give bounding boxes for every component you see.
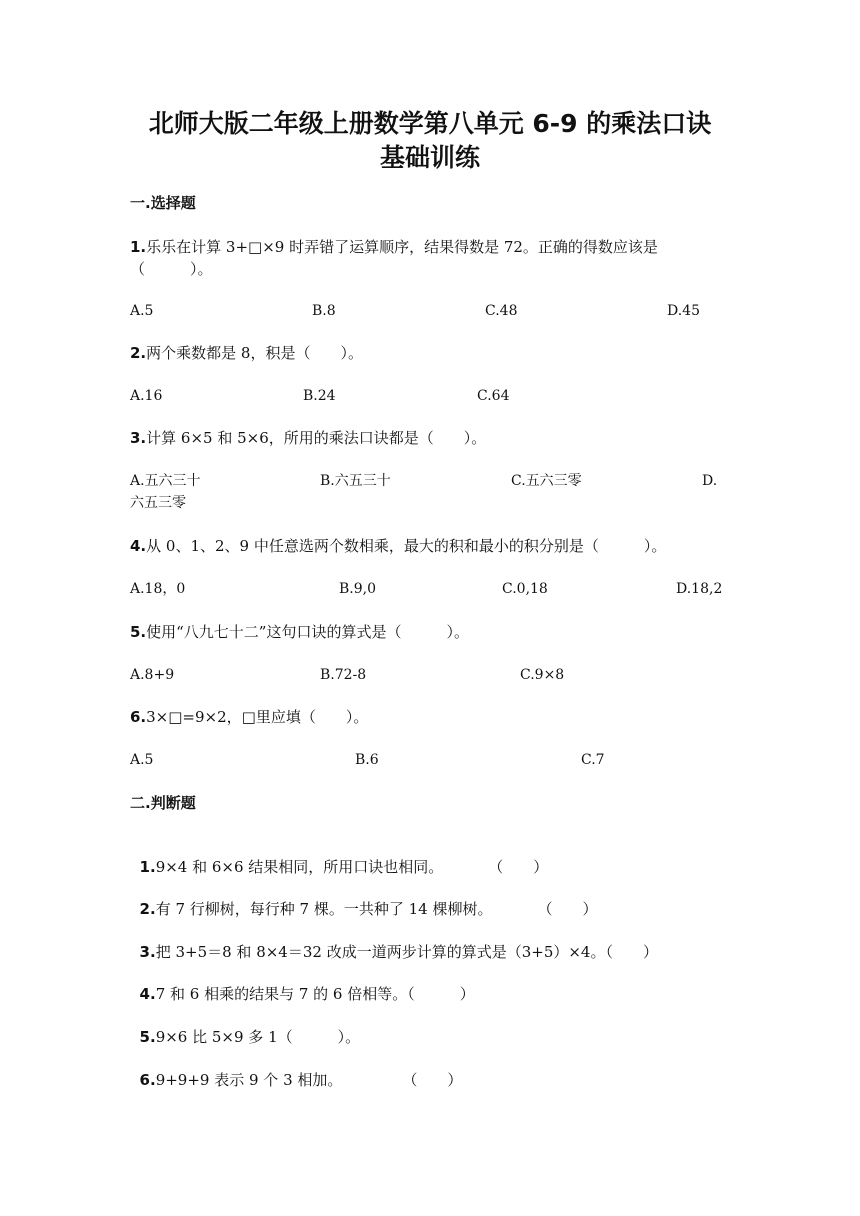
question-number: 6. bbox=[139, 1071, 156, 1089]
option-b[interactable]: B.8 bbox=[312, 303, 336, 319]
question-text: 9+9+9 表示 9 个 3 相加。 （ ） bbox=[155, 1071, 463, 1089]
question-number: 6. bbox=[130, 708, 147, 726]
question-number: 4. bbox=[130, 537, 147, 555]
judgement-2 bbox=[130, 876, 730, 920]
question-text: 3×□=9×2，□里应填（ ）。 bbox=[146, 708, 369, 726]
question-6 bbox=[130, 706, 730, 728]
judgement-5 bbox=[130, 1004, 730, 1048]
option-a[interactable]: A.18，0 bbox=[130, 581, 186, 597]
page-title-line2: 基础训练 bbox=[379, 143, 480, 172]
question-number: 5. bbox=[139, 1028, 156, 1046]
option-c[interactable]: C.五六三零 bbox=[511, 473, 582, 489]
section-heading-choice: 一.选择题 bbox=[130, 194, 196, 212]
question-number: 3. bbox=[130, 429, 147, 447]
option-b[interactable]: B.72-8 bbox=[320, 667, 367, 683]
question-text: 7 和 6 相乘的结果与 7 的 6 倍相等。（ ） bbox=[155, 985, 475, 1003]
question-number: 2. bbox=[139, 900, 156, 918]
question-5 bbox=[130, 621, 730, 643]
judgement-3 bbox=[130, 919, 730, 963]
option-a[interactable]: A.5 bbox=[130, 752, 154, 768]
question-text: 乐乐在计算 3+□×9 时弄错了运算顺序，结果得数是 72。正确的得数应该是（ ）。 bbox=[130, 238, 658, 278]
question-1 bbox=[130, 236, 730, 280]
option-a[interactable]: A.8+9 bbox=[130, 667, 175, 683]
judgement-1 bbox=[130, 834, 730, 878]
option-b[interactable]: B.六五三十 bbox=[320, 473, 391, 489]
option-d[interactable]: D. bbox=[702, 473, 718, 489]
option-d[interactable]: D.45 bbox=[667, 303, 700, 319]
question-text: 把 3+5＝8 和 8×4＝32 改成一道两步计算的算式是（3+5）×4。（ ） bbox=[155, 943, 658, 961]
question-number: 4. bbox=[139, 985, 156, 1003]
question-number: 5. bbox=[130, 623, 147, 641]
option-b[interactable]: B.6 bbox=[355, 752, 379, 768]
judgement-4 bbox=[130, 961, 730, 1005]
option-c[interactable]: C.7 bbox=[581, 752, 605, 768]
question-3 bbox=[130, 427, 730, 449]
option-b[interactable]: B.9,0 bbox=[339, 581, 377, 597]
option-b[interactable]: B.24 bbox=[303, 388, 336, 404]
question-number: 3. bbox=[139, 943, 156, 961]
question-4 bbox=[130, 535, 730, 557]
question-number: 2. bbox=[130, 344, 147, 362]
judgement-6 bbox=[130, 1047, 730, 1091]
question-text: 从 0、1、2、9 中任意选两个数相乘，最大的积和最小的积分别是（ ）。 bbox=[146, 537, 667, 555]
question-text: 9×4 和 6×6 结果相同，所用口诀也相同。 （ ） bbox=[155, 858, 549, 876]
question-text: 计算 6×5 和 5×6，所用的乘法口诀都是（ ）。 bbox=[146, 429, 487, 447]
option-a[interactable]: A.五六三十 bbox=[130, 473, 201, 489]
section-heading-judgement: 二.判断题 bbox=[130, 794, 196, 812]
question-text: 有 7 行柳树，每行种 7 棵。一共种了 14 棵柳树。 （ ） bbox=[155, 900, 598, 918]
question-2 bbox=[130, 342, 730, 364]
question-number: 1. bbox=[130, 238, 147, 256]
option-d-text[interactable]: 六五三零 bbox=[130, 495, 186, 511]
question-number: 1. bbox=[139, 858, 156, 876]
option-a[interactable]: A.5 bbox=[130, 303, 154, 319]
option-c[interactable]: C.0,18 bbox=[502, 581, 548, 597]
page-title: 北师大版二年级上册数学第八单元 6-9 的乘法口诀 bbox=[148, 109, 712, 138]
question-text: 使用“八九七十二”这句口诀的算式是（ ）。 bbox=[146, 623, 469, 641]
option-c[interactable]: C.48 bbox=[485, 303, 518, 319]
option-c[interactable]: C.9×8 bbox=[520, 667, 565, 683]
option-c[interactable]: C.64 bbox=[477, 388, 510, 404]
option-a[interactable]: A.16 bbox=[130, 388, 163, 404]
option-d[interactable]: D.18,2 bbox=[676, 581, 723, 597]
question-text: 9×6 比 5×9 多 1（ ）。 bbox=[155, 1028, 361, 1046]
question-text: 两个乘数都是 8，积是（ ）。 bbox=[146, 344, 363, 362]
